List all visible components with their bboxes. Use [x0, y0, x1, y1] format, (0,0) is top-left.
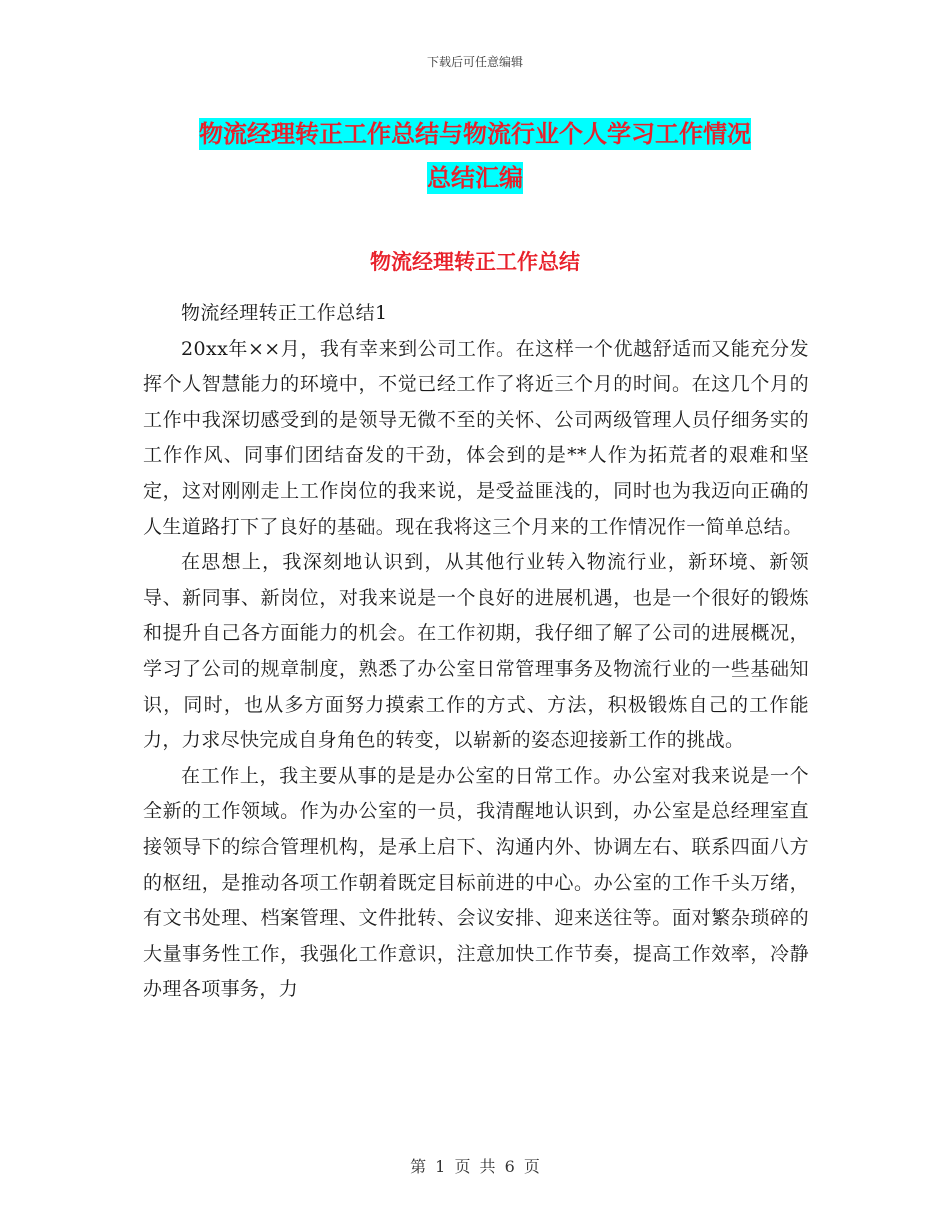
document-title-line-2: 总结汇编: [427, 164, 523, 192]
page-number-footer: 第 1 页 共 6 页: [410, 1157, 540, 1176]
document-body: [143, 296, 809, 1008]
section-title: 物流经理转正工作总结: [370, 250, 580, 274]
paragraph: 在思想上，我深刻地认识到，从其他行业转入物流行业，新环境、新领导、新同事、新岗位，对我来说是一个良好的进展机遇，也是一个很好的锻炼和提升自己各方面能力的机会。在工作初期，我仔细了解了公司的进展概况，学习了公司的规章制度，熟悉了办公室日常管理事务及物流行业的一些基础知识，同时，也从多方面努力摸索工作的方式、方法，积极锻炼自己的工作能力，力求尽快完成自身角色的转变，以崭新的姿态迎接新工作的挑战。: [143, 551, 809, 752]
paragraph-subheading: 物流经理转正工作总结1: [181, 302, 388, 324]
document-title: [0, 112, 950, 200]
document-title-line-1: 物流经理转正工作总结与物流行业个人学习工作情况: [199, 120, 751, 148]
paragraph: 20xx年××月，我有幸来到公司工作。在这样一个优越舒适而又能充分发挥个人智慧能力的环境中，不觉已经工作了将近三个月的时间。在这几个月的工作中我深切感受到的是领导无微不至的关怀、公司两级管理人员仔细务实的工作作风、同事们团结奋发的干劲，体会到的是**人作为拓荒者的艰难和坚定，这对刚刚走上工作岗位的我来说，是受益匪浅的，同时也为我迈向正确的人生道路打下了良好的基础。现在我将这三个月来的工作情况作一简单总结。: [143, 337, 809, 538]
page-header-note: 下载后可任意编辑: [426, 55, 523, 69]
paragraph: 在工作上，我主要从事的是是办公室的日常工作。办公室对我来说是一个全新的工作领域。作为办公室的一员，我清醒地认识到，办公室是总经理室直接领导下的综合管理机构，是承上启下、沟通内外、协调左右、联系四面八方的枢纽，是推动各项工作朝着既定目标前进的中心。办公室的工作千头万绪，有文书处理、档案管理、文件批转、会议安排、迎来送往等。面对繁杂琐碎的大量事务性工作，我强化工作意识，注意加快工作节奏，提高工作效率，冷静办理各项事务，力: [143, 764, 809, 1001]
